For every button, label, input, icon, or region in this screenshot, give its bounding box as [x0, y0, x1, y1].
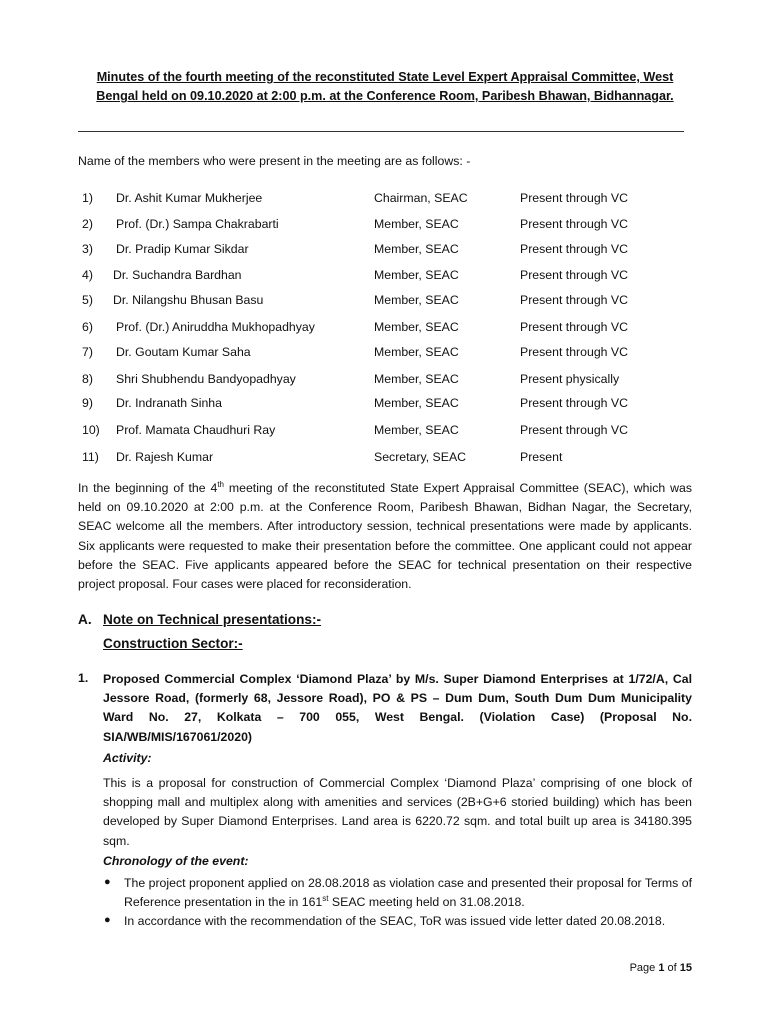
member-row	[78, 450, 698, 468]
chronology-label: Chronology of the event:	[103, 854, 249, 868]
member-number: 7)	[82, 345, 93, 359]
member-number: 2)	[82, 217, 93, 231]
member-role: Member, SEAC	[374, 217, 459, 231]
activity-label: Activity:	[103, 751, 152, 765]
member-row	[78, 396, 698, 414]
member-row	[78, 320, 698, 338]
title-divider	[78, 131, 684, 132]
member-status: Present through VC	[520, 217, 629, 231]
member-role: Member, SEAC	[374, 372, 459, 386]
chronology-bullet-1: The project proponent applied on 28.08.2018 as violation case and presented their proposal for Terms of Reference presentation in the in 161st SEAC meeting held on 31.08.2018.	[124, 876, 692, 910]
chronology-bullet-2: In accordance with the recommendation of the SEAC, ToR was issued vide letter dated 20.08.2018.	[124, 914, 666, 928]
opening-paragraph: In the beginning of the 4th meeting of the reconstituted State Expert Appraisal Committee (SEAC), which was held on 09.10.2020 at 2:00 p.m. at the Conference Room, Paribesh Bhawan, Bidhan Nagar, the Secretary, SEAC welcome all the members. After introductory session, technical presentations were made by applicants. Six applicants were requested to make their presentation before the committee. One applicant could not appear before the SEAC. Five applicants appeared before the SEAC for technical presentation on their respective project proposal. Four cases were placed for reconsideration.	[78, 479, 692, 592]
member-number: 8)	[82, 372, 93, 386]
member-name: Dr. Pradip Kumar Sikdar	[116, 242, 249, 256]
member-status: Present through VC	[520, 268, 629, 282]
member-status: Present through VC	[520, 320, 629, 334]
member-number: 3)	[82, 242, 93, 256]
member-row	[78, 293, 698, 311]
member-status: Present through VC	[520, 242, 629, 256]
member-name: Dr. Ashit Kumar Mukherjee	[116, 191, 263, 205]
activity-text: This is a proposal for construction of Commercial Complex ‘Diamond Plaza’ comprising of one block of shopping mall and multiplex along with amenities and services (2B+G+6 storied building) which has been developed by Super Diamond Enterprises. Land area is 6220.72 sqm. and total built up area is 34180.395 sqm.	[103, 776, 692, 848]
member-status: Present through VC	[520, 396, 629, 410]
member-status: Present through VC	[520, 345, 629, 359]
member-role: Member, SEAC	[374, 320, 459, 334]
member-row	[78, 423, 698, 441]
page-number: Page 1 of 15	[629, 962, 692, 974]
member-row	[78, 217, 698, 235]
member-role: Chairman, SEAC	[374, 191, 468, 205]
section-a-letter: A.	[78, 612, 92, 627]
member-role: Member, SEAC	[374, 396, 459, 410]
member-row	[78, 268, 698, 286]
member-name: Dr. Suchandra Bardhan	[113, 268, 242, 282]
member-role: Member, SEAC	[374, 293, 459, 307]
item-number: 1.	[78, 671, 89, 685]
member-name: Shri Shubhendu Bandyopadhyay	[116, 372, 296, 386]
document-title: Minutes of the fourth meeting of the reconstituted State Level Expert Appraisal Committee, West Bengal held on 09.10.2020 at 2:00 p.m. at the Conference Room, Paribesh Bhawan, Bidhannagar.	[96, 70, 674, 103]
member-role: Secretary, SEAC	[374, 450, 467, 464]
member-row	[78, 242, 698, 260]
item-title: Proposed Commercial Complex ‘Diamond Plaza’ by M/s. Super Diamond Enterprises at 1/72/A, Cal Jessore Road, (formerly 68, Jessore Road), PO & PS – Dum Dum, South Dum Dum Municipality Ward No. 27, Kolkata – 700 055, West Bengal. (Violation Case) (Proposal No. SIA/WB/MIS/167061/2020)	[103, 672, 692, 744]
member-role: Member, SEAC	[374, 345, 459, 359]
member-row	[78, 191, 698, 209]
member-name: Dr. Rajesh Kumar	[116, 450, 214, 464]
member-status: Present through VC	[520, 191, 629, 205]
member-number: 10)	[82, 423, 100, 437]
member-name: Prof. (Dr.) Aniruddha Mukhopadhyay	[116, 320, 315, 334]
member-row	[78, 345, 698, 363]
member-name: Prof. (Dr.) Sampa Chakrabarti	[116, 217, 279, 231]
member-role: Member, SEAC	[374, 423, 459, 437]
member-number: 11)	[82, 450, 99, 464]
bullet-icon: ●	[104, 914, 111, 926]
member-name: Prof. Mamata Chaudhuri Ray	[116, 423, 276, 437]
section-a-title: Note on Technical presentations:-	[103, 612, 322, 627]
member-number: 5)	[82, 293, 93, 307]
member-status: Present through VC	[520, 293, 629, 307]
member-name: Dr. Goutam Kumar Saha	[116, 345, 251, 359]
member-name: Dr. Nilangshu Bhusan Basu	[113, 293, 264, 307]
bullet-icon: ●	[104, 876, 111, 888]
member-role: Member, SEAC	[374, 268, 459, 282]
member-number: 9)	[82, 396, 93, 410]
member-number: 1)	[82, 191, 93, 205]
members-intro: Name of the members who were present in the meeting are as follows: -	[78, 154, 471, 168]
member-number: 6)	[82, 320, 93, 334]
member-status: Present through VC	[520, 423, 629, 437]
construction-sector-heading: Construction Sector:-	[103, 636, 243, 651]
member-status: Present physically	[520, 372, 620, 386]
member-role: Member, SEAC	[374, 242, 459, 256]
member-status: Present	[520, 450, 563, 464]
member-row	[78, 372, 698, 390]
member-number: 4)	[82, 268, 93, 282]
member-name: Dr. Indranath Sinha	[116, 396, 222, 410]
